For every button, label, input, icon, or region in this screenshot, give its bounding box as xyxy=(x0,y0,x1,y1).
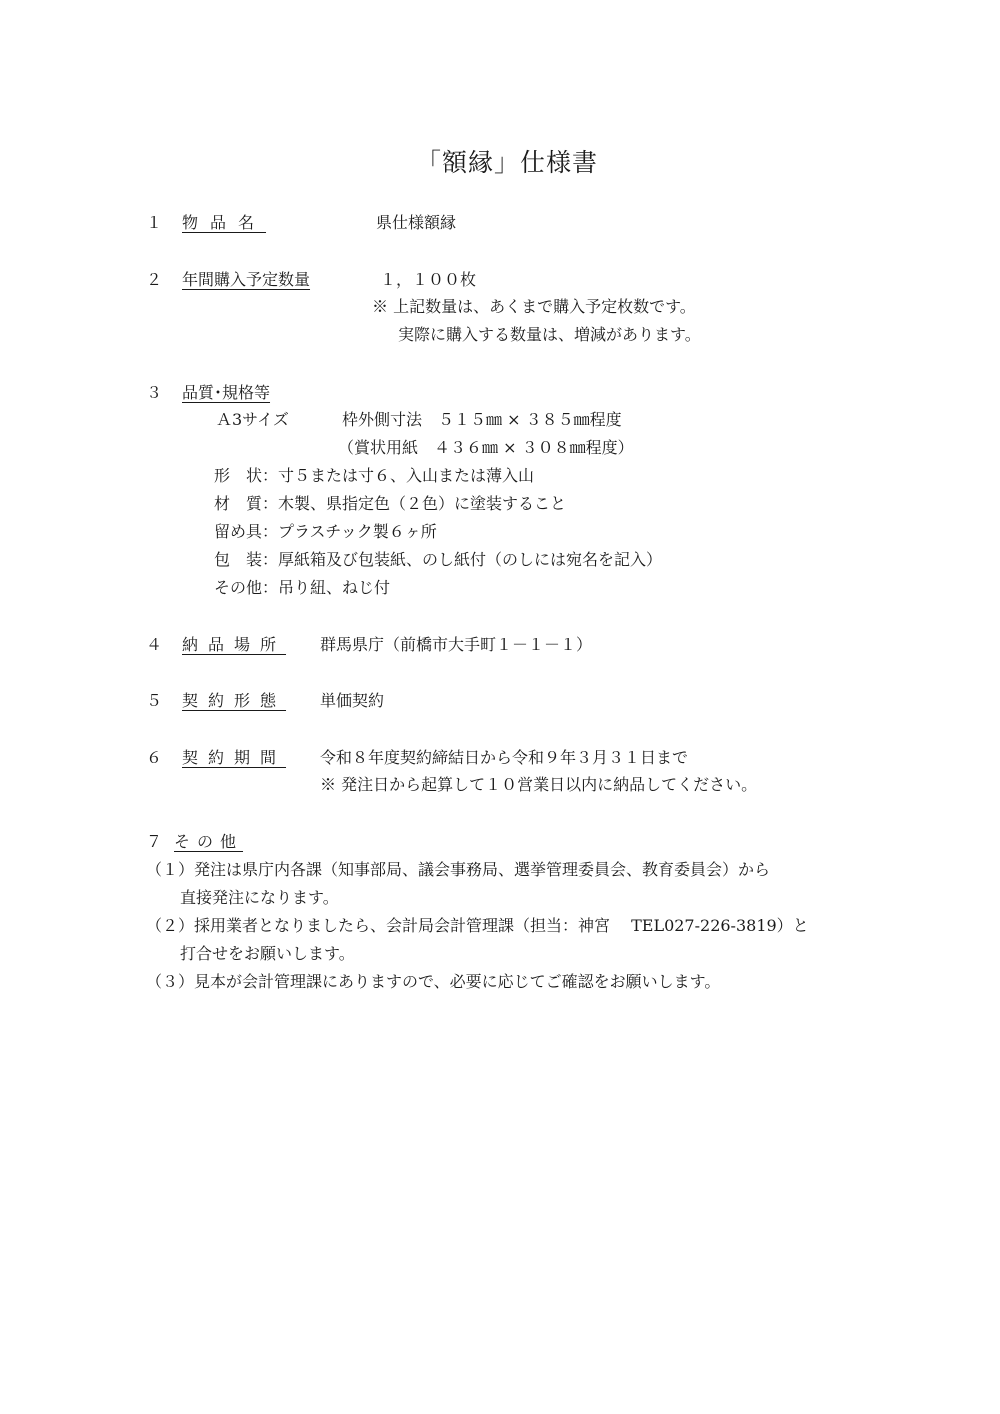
spec-label: 包 装 xyxy=(214,550,263,569)
spec-value: プラスチック製６ヶ所 xyxy=(278,522,437,541)
spec-row-fastener: 留め具：プラスチック製６ヶ所 xyxy=(214,522,437,541)
section-4-heading xyxy=(146,637,286,653)
section-6-heading xyxy=(146,750,286,766)
spec-row-material: 材 質：木製、県指定色（２色）に塗装すること xyxy=(214,494,567,513)
section-4-title: 納品場所 xyxy=(182,635,287,654)
spec-value: 厚紙箱及び包装紙、のし紙付（のしには宛名を記入） xyxy=(278,550,663,569)
note-2-line-2: 打合せをお願いします。 xyxy=(180,944,355,963)
section-1-title: 物品名 xyxy=(182,213,267,232)
note-2-line-1: （２）採用業者となりましたら、会計局会計管理課（担当：神宮 TEL027-226-3819）と xyxy=(146,916,809,935)
section-3-title: 品質･規格等 xyxy=(182,383,271,402)
spec-row-other: その他：吊り紐、ねじ付 xyxy=(214,578,391,597)
section-1-value: 県仕様額縁 xyxy=(376,213,457,232)
spec-row-shape: 形 状：寸５または寸６、入山または薄入山 xyxy=(214,466,535,485)
section-7-number: ７ xyxy=(146,832,163,851)
size-paper: （賞状用紙 ４３６㎜ × ３０８㎜程度） xyxy=(338,438,634,457)
size-label: Ａ3サイズ xyxy=(216,410,289,429)
section-6-note: ※ 発注日から起算して１０営業日以内に納品してください。 xyxy=(320,775,758,794)
section-2-note-1: ※ 上記数量は、あくまで購入予定枚数です。 xyxy=(372,297,696,316)
section-3-number: ３ xyxy=(146,383,163,402)
section-2-value: １，１００枚 xyxy=(380,270,477,289)
section-5-heading xyxy=(146,693,286,709)
section-2-note-2: 実際に購入する数量は、増減があります。 xyxy=(398,325,701,344)
section-7-title: その他 xyxy=(174,832,244,851)
section-2-heading xyxy=(146,272,310,288)
section-7-heading xyxy=(146,834,243,850)
section-4-value: 群馬県庁（前橋市大手町１－１－１） xyxy=(320,635,593,654)
spec-value: 寸５または寸６、入山または薄入山 xyxy=(278,466,535,485)
spec-label: その他 xyxy=(214,578,263,597)
document-title: 「額縁」仕様書 xyxy=(416,148,599,177)
section-2-number: ２ xyxy=(146,270,163,289)
spec-row-packaging: 包 装：厚紙箱及び包装紙、のし紙付（のしには宛名を記入） xyxy=(214,550,663,569)
section-3-heading xyxy=(146,385,270,401)
section-6-title: 契約期間 xyxy=(182,748,287,767)
spec-label: 形 状 xyxy=(214,466,263,485)
note-1-line-2: 直接発注になります。 xyxy=(180,888,339,907)
section-1-number: １ xyxy=(146,213,163,232)
spec-label: 留め具 xyxy=(214,522,263,541)
section-6-value: 令和８年度契約締結日から令和９年３月３１日まで xyxy=(320,748,689,767)
section-2-title: 年間購入予定数量 xyxy=(182,270,311,289)
spec-label: 材 質 xyxy=(214,494,263,513)
size-outer: 枠外側寸法 ５１５㎜ × ３８５㎜程度 xyxy=(342,410,622,429)
note-1-line-1: （１）発注は県庁内各課（知事部局、議会事務局、選挙管理委員会、教育委員会）から xyxy=(146,860,771,879)
section-5-value: 単価契約 xyxy=(320,691,385,710)
section-5-number: ５ xyxy=(146,691,163,710)
section-4-number: ４ xyxy=(146,635,163,654)
section-5-title: 契約形態 xyxy=(182,691,287,710)
section-1-heading xyxy=(146,215,266,231)
note-3-line-1: （３）見本が会計管理課にありますので、必要に応じてご確認をお願いします。 xyxy=(146,972,721,991)
section-6-number: ６ xyxy=(146,748,163,767)
spec-value: 吊り紐、ねじ付 xyxy=(278,578,391,597)
spec-value: 木製、県指定色（２色）に塗装すること xyxy=(278,494,567,513)
